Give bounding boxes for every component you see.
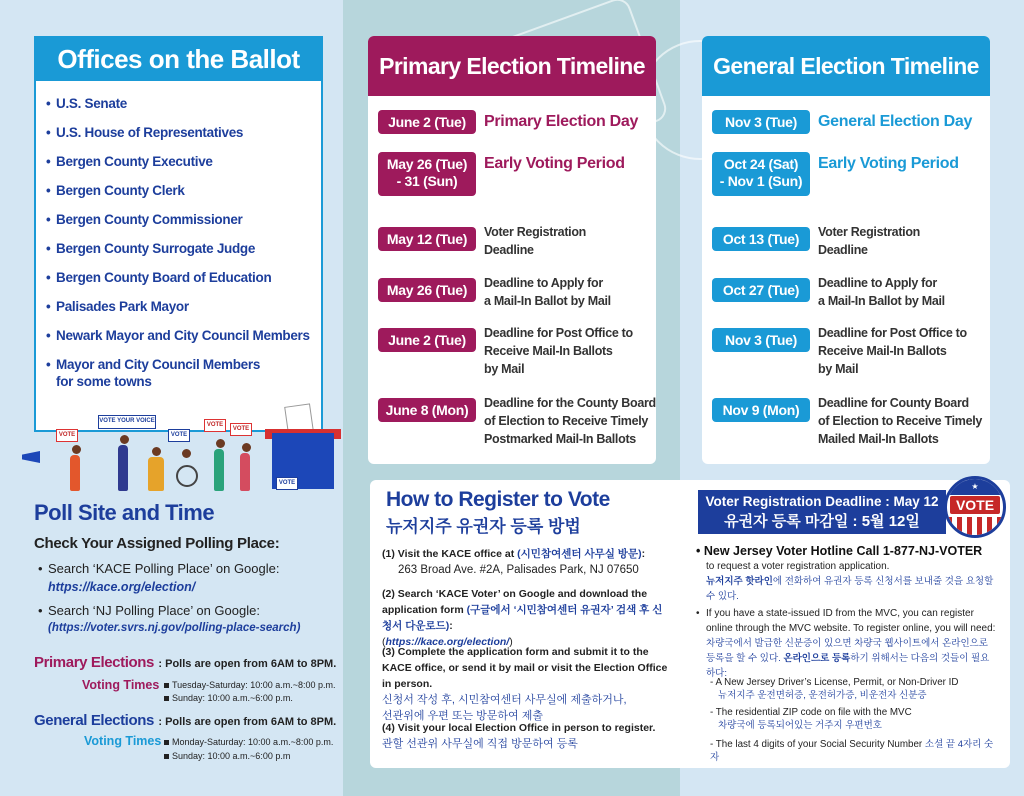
mvc-block — [696, 606, 996, 681]
primary-timeline-title: Primary Election Timeline — [368, 36, 656, 96]
primary-vt-line — [164, 680, 336, 690]
req-2-english: - The residential ZIP code on file with the MVC — [710, 707, 912, 718]
person — [148, 457, 164, 491]
general-event-text: Deadline to Apply for a Mail-In Ballot by Mail — [818, 276, 945, 308]
step-2-link-close: ) — [509, 636, 513, 648]
step-2-link[interactable]: https://kace.org/election/ — [385, 636, 510, 648]
primary-vt-line — [164, 693, 293, 703]
primary-hours-line — [34, 654, 336, 672]
office-item — [46, 356, 321, 390]
general-vt-line — [164, 737, 333, 747]
hotline-line-2: to request a voter registration application. — [706, 561, 890, 572]
primary-voting-times-label: Voting Times — [82, 678, 160, 692]
register-step-2 — [382, 586, 672, 650]
person — [240, 453, 250, 491]
primary-date-pill: June 2 (Tue) — [378, 328, 476, 352]
offices-title: Offices on the Ballot — [36, 38, 321, 81]
general-date-pill: Oct 27 (Tue) — [712, 278, 810, 302]
office-item: • Bergen County Commissioner — [46, 211, 321, 228]
primary-event-text: Early Voting Period — [484, 155, 625, 172]
primary-event-text: Deadline to Apply for a Mail-In Ballot by Mail — [484, 276, 611, 308]
general-voting-times-label: Voting Times — [84, 734, 162, 748]
requirement-1 — [710, 676, 1000, 702]
general-date-pill: Oct 13 (Tue) — [712, 227, 810, 251]
hotline-korean-bold: 뉴저지주 핫라인 — [706, 576, 773, 587]
office-item: • U.S. House of Representatives — [46, 124, 321, 141]
vote-sign: VOTE — [276, 477, 298, 490]
general-event-text: Deadline for Post Office to Receive Mail-In Ballots by Mail — [818, 326, 967, 376]
primary-label: Primary Elections — [34, 654, 154, 671]
poll-title: Poll Site and Time — [34, 500, 215, 525]
general-date-pill: Nov 9 (Mon) — [712, 398, 810, 422]
general-date-pill: Nov 3 (Tue) — [712, 328, 810, 352]
req-3-korean: 소셜 끝 4자리 숫자 — [710, 739, 994, 763]
bullet: • — [38, 561, 43, 576]
general-event-text: Voter Registration Deadline — [818, 225, 921, 257]
deadline-banner-english: Voter Registration Deadline : May 12 — [705, 494, 939, 509]
requirement-2 — [710, 706, 1000, 732]
step-1-text: (1) Visit the KACE office at — [382, 548, 518, 560]
megaphone-icon — [22, 451, 40, 463]
vote-sign: VOTE — [168, 429, 190, 442]
offices-box — [34, 36, 323, 432]
square-bullet — [164, 683, 169, 688]
step-2-link-open: ( — [382, 636, 386, 648]
offices-list — [36, 81, 321, 390]
person — [118, 445, 128, 491]
general-event-text: Deadline for County Board of Election to Receive Timely Mailed Mail-In Ballots — [818, 396, 983, 446]
person-head — [72, 445, 81, 454]
deadline-banner — [698, 490, 946, 534]
vote-sign: VOTE — [230, 423, 252, 436]
primary-hours: : Polls are open from 6AM to 8PM. — [158, 658, 337, 670]
step-4-text: (4) Visit your local Election Office in person to register. — [382, 722, 656, 734]
primary-event-text: Voter Registration Deadline — [484, 225, 587, 257]
mvc-korean-2c: 하기 위해서는 다음의 것들이 필요하다: — [706, 653, 990, 679]
person — [214, 449, 224, 491]
general-vt-line — [164, 751, 290, 761]
office-item-line: Mayor and City Council Members — [56, 357, 261, 372]
primary-event-text: Primary Election Day — [484, 113, 639, 130]
hotline-block — [696, 544, 996, 604]
register-step-3 — [382, 644, 672, 724]
step-1-korean: (시민참여센터 사무실 방문) — [517, 548, 642, 560]
bullet: • — [696, 608, 700, 619]
general-event-text: Early Voting Period — [818, 155, 959, 172]
primary-event-text: Deadline for Post Office to Receive Mail-In Ballots by Mail — [484, 326, 633, 376]
step-2-colon: : — [449, 620, 453, 632]
office-item-line: for some towns — [56, 374, 152, 389]
general-hours: : Polls are open from 6AM to 8PM. — [158, 716, 337, 728]
poll-search-1-text: Search ‘KACE Polling Place’ on Google: — [48, 561, 280, 576]
primary-vt-1: Tuesday-Saturday: 10:00 a.m.~8:00 p.m. — [172, 680, 336, 690]
office-item: • U.S. Senate — [46, 95, 321, 112]
poll-link-2[interactable]: (https://voter.svrs.nj.gov/polling-place-search) — [48, 622, 301, 634]
req-2-korean: 차량국에 등록되어있는 거주지 우편번호 — [718, 720, 882, 731]
register-title: How to Register to Vote — [386, 488, 610, 511]
register-subtitle: 뉴저지주 유권자 등록 방법 — [386, 517, 581, 536]
office-item: • Bergen County Executive — [46, 153, 321, 170]
general-vt-2: Sunday: 10:00 a.m.~6:00 p.m — [172, 751, 291, 761]
step-3-korean-1: 신청서 작성 후, 시민참여센터 사무실에 제출하거나, — [382, 694, 627, 706]
step-1-colon: : — [641, 548, 646, 560]
vote-your-voice-sign: VOTE YOUR VOICE — [98, 415, 156, 429]
office-item: • Bergen County Surrogate Judge — [46, 240, 321, 257]
register-box — [370, 480, 1010, 768]
person-head — [216, 439, 225, 448]
register-step-4 — [382, 720, 672, 752]
mvc-korean-1: 차량국에서 발급한 신분증이 있으면 차량국 웹사이트에서 온라인으로 — [706, 638, 988, 649]
req-1-english: - A New Jersey Driver’s License, Permit, or Non-Driver ID — [710, 677, 959, 688]
primary-event-text: Deadline for the County Board of Election to Receive Timely Postmarked Mail-In Ballots — [484, 396, 656, 446]
req-1-korean: 뉴저지주 운전면허증, 운전허가증, 비운전자 신분증 — [718, 690, 927, 701]
primary-date-pill: June 2 (Tue) — [378, 110, 476, 134]
hotline-korean-rest: 에 전화하여 유권자 등록 신청서를 보내줄 것을 요청할 수 있다. — [706, 576, 994, 602]
general-label: General Elections — [34, 712, 154, 729]
poll-link-1[interactable]: https://kace.org/election/ — [48, 580, 196, 594]
person-head — [152, 447, 161, 456]
primary-vt-2: Sunday: 10:00 a.m.~6:00 p.m. — [172, 693, 293, 703]
register-step-1 — [382, 546, 672, 578]
poll-subtitle: Check Your Assigned Polling Place: — [34, 535, 280, 552]
mvc-korean-2b: 온라인으로 등록 — [783, 653, 851, 664]
bullet: • — [38, 603, 43, 618]
req-3-english: - The last 4 digits of your Social Security Number — [710, 739, 925, 750]
requirement-3 — [710, 738, 1000, 764]
person — [70, 455, 80, 491]
deadline-banner-korean: 유권자 등록 마감일 : 5월 12일 — [724, 513, 920, 530]
square-bullet — [164, 740, 169, 745]
office-item: • Bergen County Clerk — [46, 182, 321, 199]
step-2-korean: (구글에서 ‘시민참여센터 유권자’ 검색 후 신청서 다운로드) — [382, 604, 663, 632]
hotline-korean — [696, 574, 996, 604]
general-date-pill: Oct 24 (Sat) - Nov 1 (Sun) — [712, 152, 810, 196]
mvc-text — [696, 606, 996, 636]
office-item: • Newark Mayor and City Council Members — [46, 327, 321, 344]
wheelchair-icon — [176, 465, 198, 487]
general-event-text: General Election Day — [818, 113, 973, 130]
square-bullet — [164, 696, 169, 701]
vote-badge-icon — [944, 476, 1006, 538]
general-timeline-title: General Election Timeline — [702, 36, 990, 96]
person-head — [242, 443, 251, 452]
step-3-text: (3) Complete the application form and submit it to the KACE office, or send it by mail or visit the Election Office in person. — [382, 646, 668, 690]
office-item: • Palisades Park Mayor — [46, 298, 321, 315]
person-head — [120, 435, 129, 444]
step-4-korean: 관할 선관위 사무실에 직접 방문하여 등록 — [382, 738, 578, 750]
hotline-heading: • New Jersey Voter Hotline Call 1-877-NJ-VOTER — [696, 544, 983, 558]
vote-sign: VOTE — [204, 419, 226, 432]
primary-date-pill: June 8 (Mon) — [378, 398, 476, 422]
general-vt-1: Monday-Saturday: 10:00 a.m.~8:00 p.m. — [172, 737, 334, 747]
primary-date-pill: May 26 (Tue) — [378, 278, 476, 302]
square-bullet — [164, 754, 169, 759]
general-hours-line — [34, 712, 336, 730]
primary-date-pill: May 26 (Tue) - 31 (Sun) — [378, 152, 476, 196]
vote-sign: VOTE — [56, 429, 78, 442]
step-3-korean-2: 선관위에 우편 또는 방문하여 제출 — [382, 710, 543, 722]
mvc-korean-2a: 등록을 할 수 있다. — [706, 653, 784, 664]
star-icon: ★ — [947, 479, 1003, 495]
general-date-pill: Nov 3 (Tue) — [712, 110, 810, 134]
office-item: • Bergen County Board of Education — [46, 269, 321, 286]
step-1-address: 263 Broad Ave. #2A, Palisades Park, NJ 07650 — [398, 564, 639, 576]
hotline-text: New Jersey Voter Hotline Call 1-877-NJ-VOTER — [703, 544, 983, 558]
mvc-english: If you have a state-issued ID from the MVC, you can register online through the MVC website. To register online, you will need: — [706, 608, 996, 634]
poll-search-2-text: Search ‘NJ Polling Place’ on Google: — [48, 603, 260, 618]
person-head — [182, 449, 191, 458]
voters-illustration — [20, 405, 342, 495]
vote-badge-text: VOTE — [950, 496, 1000, 514]
primary-date-pill: May 12 (Tue) — [378, 227, 476, 251]
step-2-text: (2) Search ‘KACE Voter’ on Google and download the application form — [382, 588, 648, 616]
flag-stripes — [947, 517, 1003, 537]
